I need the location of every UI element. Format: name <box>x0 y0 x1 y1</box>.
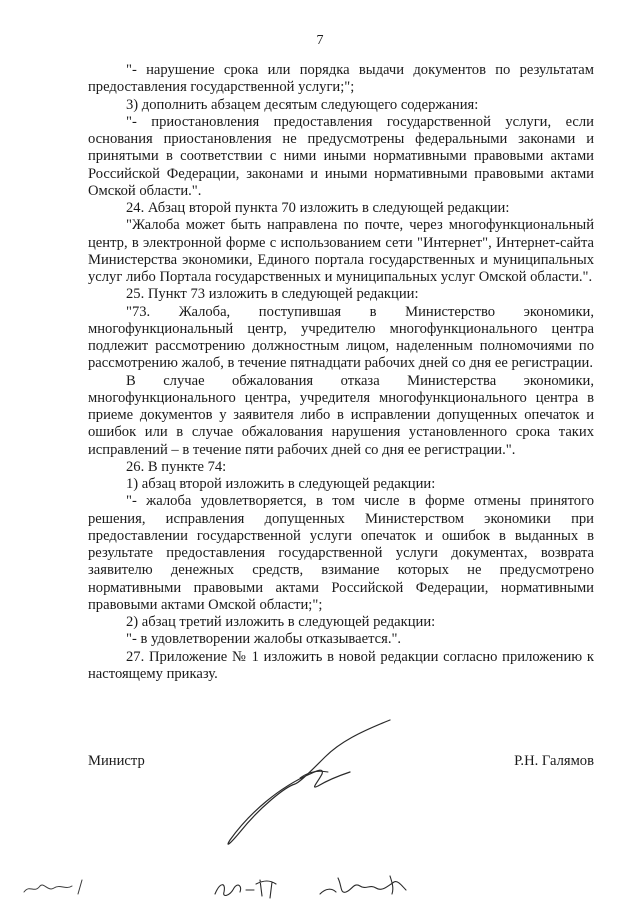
paragraph: 3) дополнить абзацем десятым следующего содержания: <box>126 96 479 113</box>
handwritten-initials <box>20 872 440 902</box>
paragraph: "Жалоба может быть направлена по почте, через многофункциональный центр, в электронной форме с использованием сети "Интернет", Интернет-сайта Министерства экономики, Единого портала государственных и муниципальных услуг либо Портала государственных и муниципальных услуг Омской области.". <box>88 217 594 285</box>
paragraph: "- жалоба удовлетворяется, в том числе в форме отмены принятого решения, исправления допущенных Министерством экономики при предоставлении государственной услуги опечаток и ошибок в выданных в результате предоставления государственной услуги документах, возврата заявителю денежных средств, взимание которых не предусмотрено нормативными правовыми актами Российской Федерации, нормативными правовыми актами Омской области;"; <box>88 493 594 613</box>
page-number: 7 <box>316 33 324 48</box>
paragraph: "- в удовлетворении жалобы отказывается.". <box>126 631 402 648</box>
document-body <box>88 62 594 683</box>
paragraph: В случае обжалования отказа Министерства экономики, многофункционального центра, учредителя многофункционального центра в приеме документов у заявителя либо в исправлении допущенных опечаток и ошибок или в случае обжалования нарушения установленного срока таких исправлений – в течение пяти рабочих дней со дня ее регистрации.". <box>88 372 594 458</box>
handwritten-signature <box>200 712 400 852</box>
paragraph: "73. Жалоба, поступившая в Министерство экономики, многофункциональный центр, учредителю многофункционального центра подлежит рассмотрению должностным лицом, наделенным полномочиями по рассмотрению жалоб, в течение пятнадцати рабочих дней со дня ее регистрации. <box>88 303 594 372</box>
paragraph: 1) абзац второй изложить в следующей редакции: <box>126 476 436 492</box>
signoff-name: Р.Н. Галямов <box>514 753 594 769</box>
paragraph: 27. Приложение № 1 изложить в новой редакции согласно приложению к настоящему приказу. <box>88 648 594 682</box>
paragraph: 2) абзац третий изложить в следующей редакции: <box>126 614 436 630</box>
paragraph: 26. В пункте 74: <box>126 458 227 475</box>
paragraph: "- приостановления предоставления государственной услуги, если основания приостановления не предусмотрены федеральными законами и принятыми в соответствии с ними иными нормативными правовыми актами Российской Федерации, законами и иными нормативными правовыми актами Омской области.". <box>88 113 594 199</box>
paragraph: 24. Абзац второй пункта 70 изложить в следующей редакции: <box>126 200 510 216</box>
paragraph: 25. Пункт 73 изложить в следующей редакции: <box>126 286 419 303</box>
paragraph: "- нарушение срока или порядка выдачи документов по результатам предоставления государственной услуги;"; <box>88 62 594 96</box>
signoff-title: Министр <box>88 753 145 769</box>
